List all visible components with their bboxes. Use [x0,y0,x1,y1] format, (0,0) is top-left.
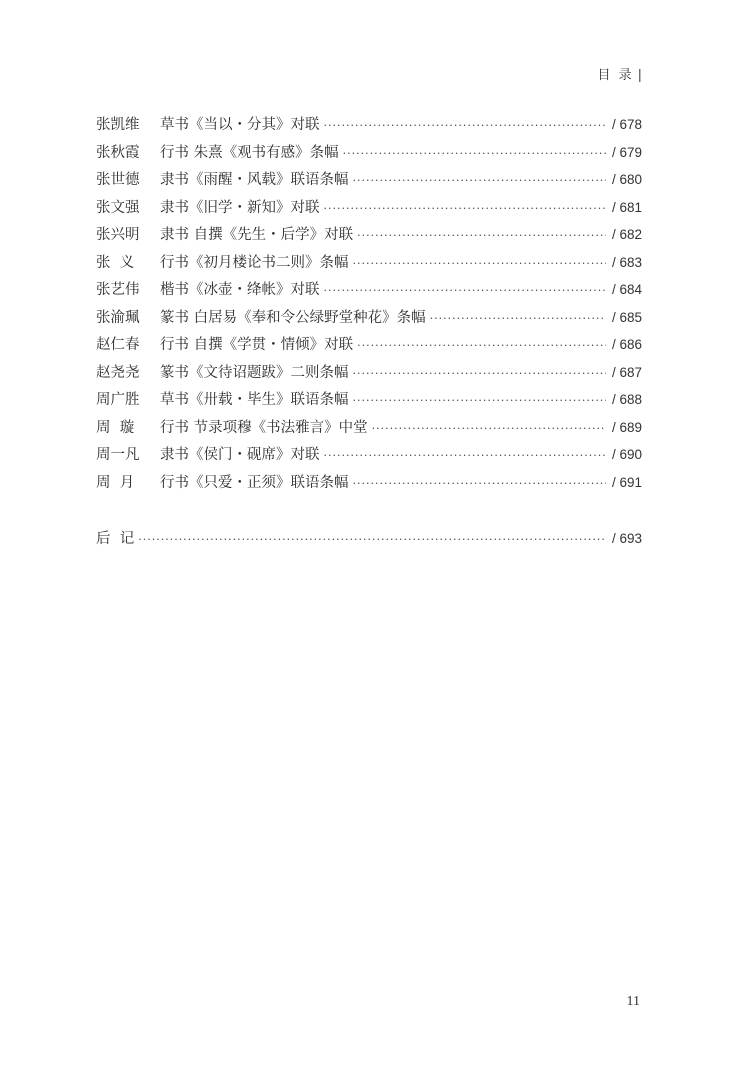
toc-author: 周 璇 [96,419,135,436]
toc-author: 张文强 [96,199,140,216]
toc-page-number: / 690 [611,447,642,462]
toc-title: 隶书《旧学・新知》对联 [160,199,320,216]
toc-entry-postscript[interactable] [96,527,642,551]
toc-title: 篆书《文待诏题跋》二则条幅 [160,364,349,381]
toc-page-number: / 679 [611,144,642,160]
toc-entry[interactable] [96,223,642,251]
toc-author: 周 月 [96,474,135,491]
dot-leader [324,284,606,297]
toc-entry[interactable] [96,333,642,361]
toc-entry[interactable] [96,251,642,279]
toc-entry[interactable] [96,141,642,169]
page-number-folio: 11 [626,994,640,1009]
dot-leader [324,202,606,215]
toc-page-number: / 689 [611,419,642,435]
dot-leader [353,394,606,407]
toc-entry[interactable] [96,388,642,416]
toc-page-number: / 680 [611,172,642,187]
dot-leader [357,229,606,242]
toc-entry[interactable] [96,361,642,389]
toc-author: 周一凡 [96,447,140,463]
dot-leader [357,339,606,352]
toc-page-number: / 691 [611,474,642,490]
toc-author: 赵尧尧 [96,364,140,381]
toc-entry[interactable] [96,278,642,306]
toc-entry[interactable] [96,306,642,334]
toc-title: 隶书《雨醒・风载》联语条幅 [160,172,349,188]
toc-title: 行书 朱熹《观书有感》条幅 [160,144,339,161]
dot-leader [430,312,606,325]
toc-title: 草书《卅载・毕生》联语条幅 [160,392,349,408]
dot-leader [353,367,606,380]
header-rule: | [637,68,642,83]
dot-leader [353,477,606,490]
toc-author: 张艺伟 [96,282,140,298]
section-title: 目 录 [597,68,634,83]
toc-author: 张 义 [96,254,135,271]
toc-page-number: / 686 [611,337,642,352]
toc-title: 篆书 白居易《奉和令公绿野堂种花》条幅 [160,309,426,326]
toc-author: 张兴明 [96,227,140,243]
toc-page-number: / 693 [611,531,642,546]
toc-title: 草书《当以・分其》对联 [160,117,320,133]
toc-author: 周广胜 [96,392,140,408]
toc-title: 隶书《侯门・砚席》对联 [160,447,320,463]
toc-page-number: / 683 [611,254,642,270]
toc-page-number: / 688 [611,392,642,407]
toc-title: 行书 节录项穆《书法雅言》中堂 [160,419,368,436]
toc-title: 隶书 自撰《先生・后学》对联 [160,227,354,243]
toc-entry[interactable] [96,443,642,471]
running-head [597,64,642,83]
postscript-title: 后 记 [96,531,135,547]
toc-author: 赵仁春 [96,337,140,353]
toc-entry[interactable] [96,416,642,444]
toc-title: 行书《只爱・正须》联语条幅 [160,474,349,491]
toc-author: 张渝珮 [96,309,140,326]
toc-page-number: / 685 [611,309,642,325]
toc-title: 行书《初月楼论书二则》条幅 [160,254,349,271]
toc-page-number: / 682 [611,227,642,242]
toc-entry[interactable] [96,113,642,141]
toc-entry[interactable] [96,168,642,196]
toc-page-number: / 684 [611,282,642,297]
postscript-section [96,527,642,551]
toc-entry[interactable] [96,196,642,224]
toc-author: 张秋霞 [96,144,140,161]
toc-author: 张世德 [96,172,140,188]
toc-title: 行书 自撰《学贯・情倾》对联 [160,337,354,353]
toc-page-number: / 681 [611,199,642,215]
toc-author: 张凯维 [96,117,140,133]
toc-entry[interactable] [96,471,642,499]
dot-leader [324,449,606,462]
dot-leader [138,533,606,546]
toc-page-number: / 687 [611,364,642,380]
dot-leader [372,422,606,435]
dot-leader [343,147,606,160]
dot-leader [324,119,606,132]
toc-title: 楷书《冰壶・绛帐》对联 [160,282,320,298]
dot-leader [353,257,606,270]
dot-leader [353,174,606,187]
table-of-contents [96,113,642,498]
toc-page-number: / 678 [611,117,642,132]
